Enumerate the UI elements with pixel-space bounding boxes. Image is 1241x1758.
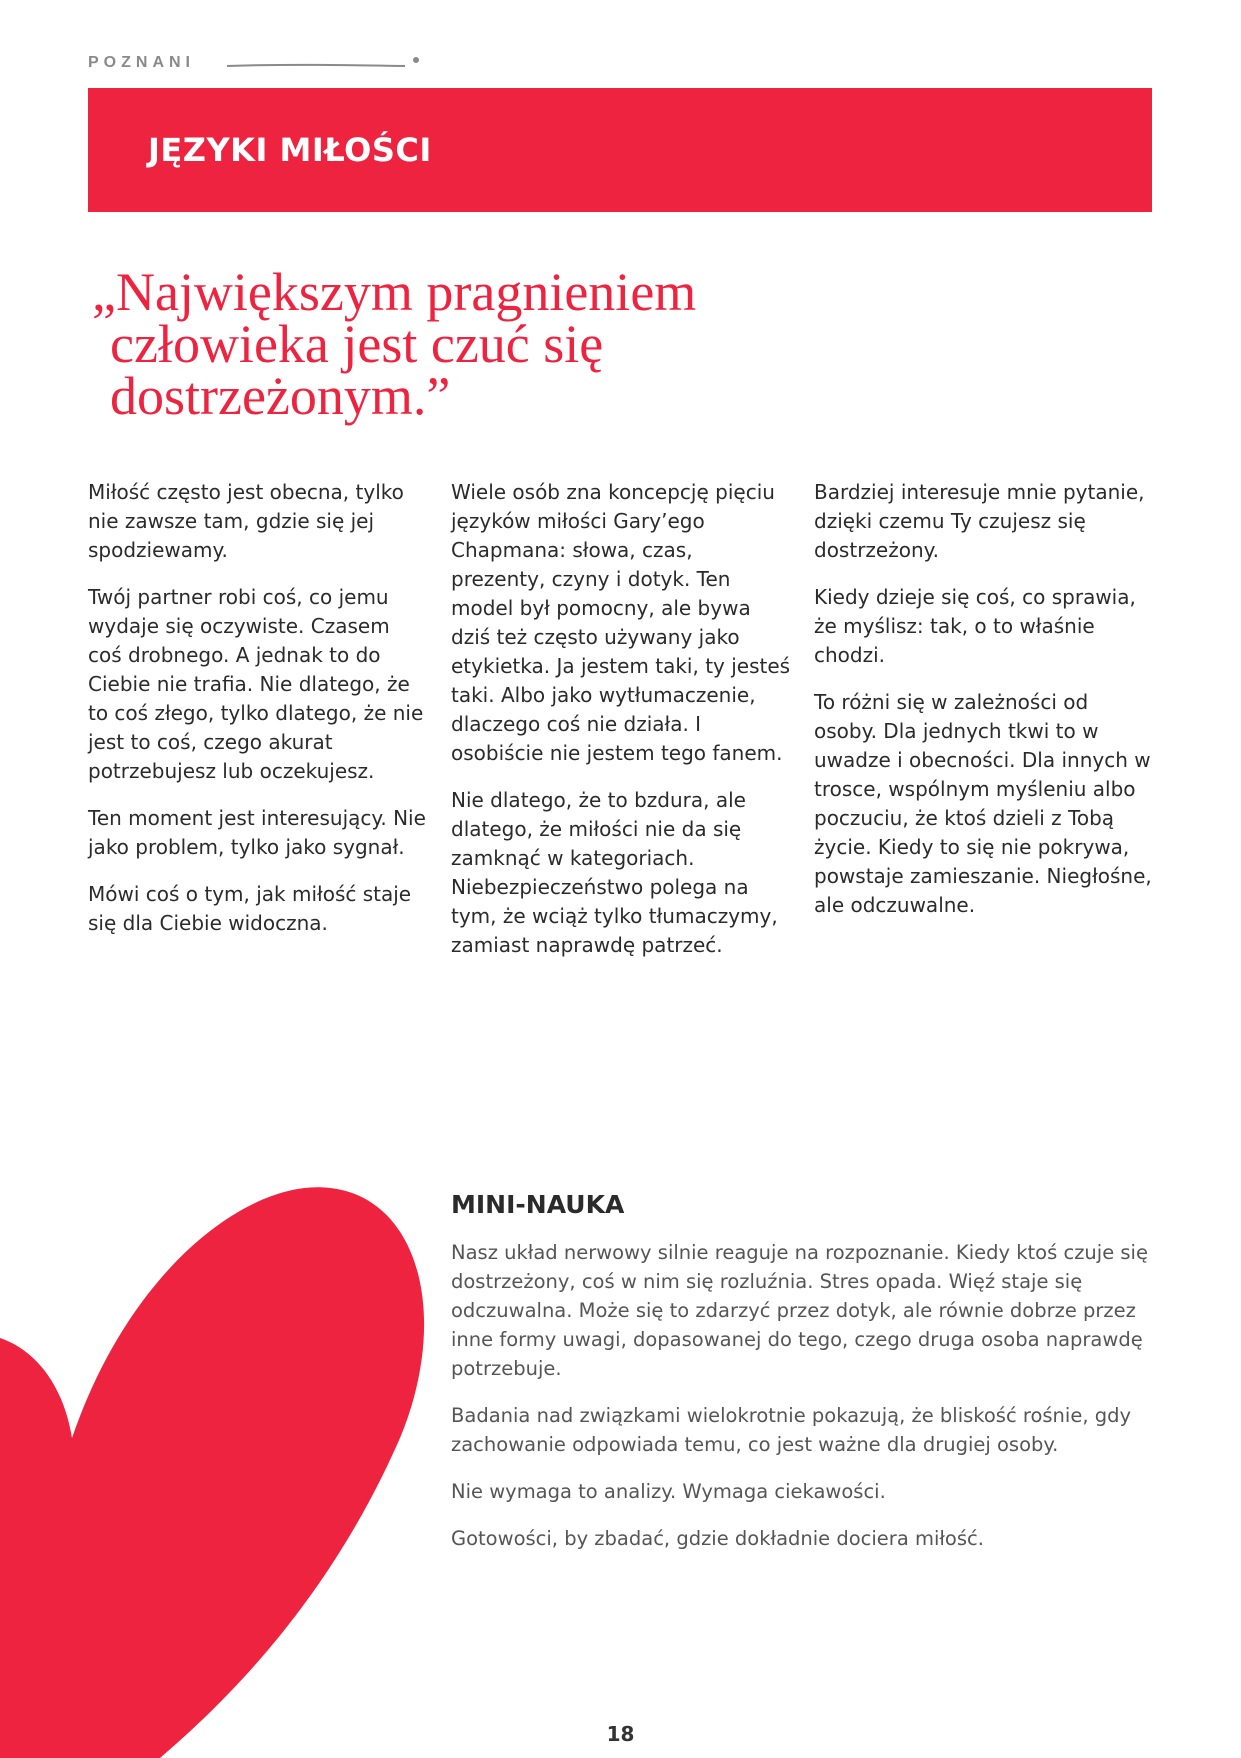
paragraph: Wiele osób zna koncepcję pięciu języków miłości Gary’ego Chapmana: słowa, czas, prezenty, czyny i dotyk. Ten model był pomocny, ale bywa dziś też często używany jako etykietka. Ja jestem taki, ty jesteś taki. Albo jako wytłumaczenie, dlaczego coś nie działa. I osobiście nie jestem tego fanem. (451, 480, 791, 765)
page-number: 18 (606, 1722, 635, 1746)
paragraph: Nie wymaga to analizy. Wymaga ciekawości. (451, 1480, 886, 1503)
paragraph: To różni się w zależności od osoby. Dla jednych tkwi to w uwadze i obecności. Dla innych w trosce, wspólnym myśleniu albo poczuciu, że ktoś dzieli z Tobą życie. Kiedy to się nie pokrywa, powstaje zamieszanie. Niegłośne, ale odczuwalne. (814, 690, 1152, 917)
paragraph: Gotowości, by zbadać, gdzie dokładnie dociera miłość. (451, 1527, 984, 1550)
paragraph: Badania nad związkami wielokrotnie pokazują, że bliskość rośnie, gdy zachowanie odpowiada temu, co jest ważne dla drugiej osoby. (451, 1404, 1132, 1456)
section-title: JĘZYKI MIŁOŚCI (148, 131, 432, 169)
paragraph: Miłość często jest obecna, tylko nie zawsze tam, gdzie się jej spodziewamy. (88, 480, 404, 562)
quote-line: „Największym pragnieniem (92, 262, 697, 322)
paragraph: Mówi coś o tym, jak miłość staje się dla Ciebie widoczna. (88, 882, 412, 935)
quote-line: dostrzeżonym.” (110, 366, 451, 426)
heart-icon (0, 1118, 430, 1758)
text-column-3 (814, 478, 1154, 938)
mini-nauka-body (451, 1238, 1161, 1571)
text-column-1 (88, 478, 428, 956)
quote-line: człowieka jest czuć się (110, 314, 604, 374)
paragraph: Nie dlatego, że to bzdura, ale dlatego, że miłości nie da się zamknąć w kategoriach. Niebezpieczeństwo polega na tym, że wciąż tylko tłumaczymy, zamiast naprawdę patrzeć. (451, 788, 778, 957)
mini-nauka-heading: MINI-NAUKA (451, 1190, 625, 1219)
text-column-2 (451, 478, 791, 978)
paragraph: Bardziej interesuje mnie pytanie, dzięki czemu Ty czujesz się dostrzeżony. (814, 480, 1145, 562)
paragraph: Nasz układ nerwowy silnie reaguje na rozpoznanie. Kiedy ktoś czuje się dostrzeżony, coś w nim się rozluźnia. Stres opada. Więź staje się odczuwalna. Może się to zdarzyć przez dotyk, ale równie dobrze przez inne formy uwagi, dopasowanej do tego, czego druga osoba naprawdę potrzebuje. (451, 1241, 1148, 1380)
paragraph: Twój partner robi coś, co jemu wydaje się oczywiste. Czasem coś drobnego. A jednak to do Ciebie nie trafia. Nie dlatego, że to coś złego, tylko dlatego, że nie jest to coś, czego akurat potrzebujesz lub oczekujesz. (88, 585, 424, 783)
paragraph: Ten moment jest interesujący. Nie jako problem, tylko jako sygnał. (88, 806, 426, 859)
brand-label: POZNANI (88, 54, 195, 71)
section-banner (88, 88, 1152, 212)
paragraph: Kiedy dzieje się coś, co sprawia, że myślisz: tak, o to właśnie chodzi. (814, 585, 1136, 667)
pull-quote (92, 262, 812, 426)
brand-underline-decoration (227, 54, 422, 76)
